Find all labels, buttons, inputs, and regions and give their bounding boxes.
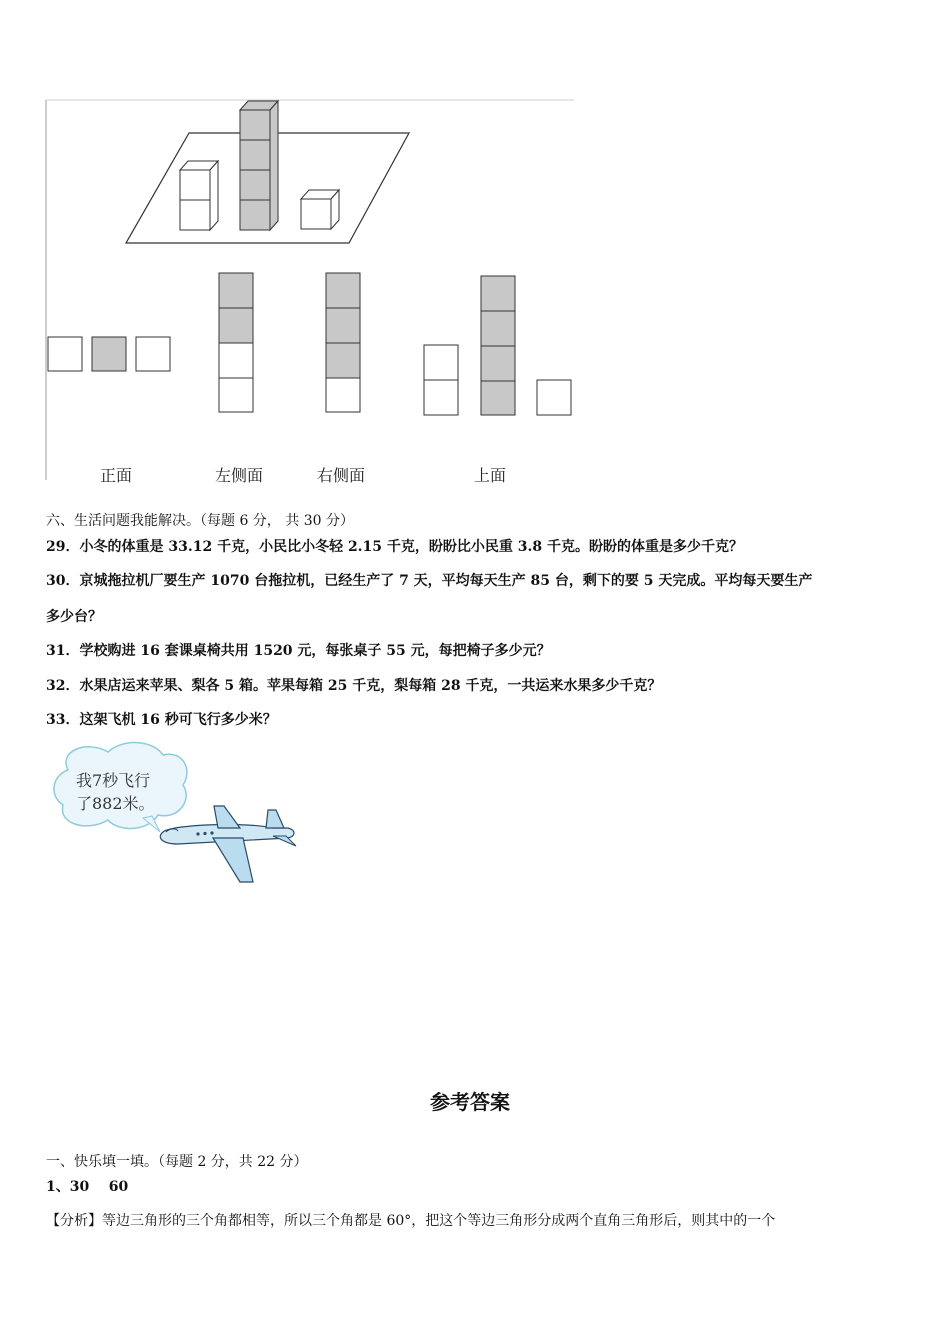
label-left-side-view: 左侧面: [215, 466, 264, 485]
question-32: 32．水果店运来苹果、梨各 5 箱。苹果每箱 25 千克，梨每箱 28 千克，一共运来水果多少千克？: [46, 678, 662, 694]
section6-heading: 六、生活问题我能解决。（每题 6 分， 共 30 分）: [46, 513, 354, 529]
label-right-side-view: 右侧面: [317, 466, 366, 485]
answers-title: 参考答案: [430, 1090, 510, 1114]
question-30-line2: 多少台？: [46, 609, 102, 625]
answers-section1-heading: 一、快乐填一填。（每题 2 分，共 22 分）: [46, 1154, 308, 1170]
question-30-line1: 30．京城拖拉机厂要生产 1070 台拖拉机，已经生产了 7 天，平均每天生产 85 台，剩下的要 5 天完成。平均每天要生产: [46, 573, 813, 589]
left-side-view: [219, 273, 253, 412]
question-29: 29．小冬的体重是 33.12 千克，小民比小冬轻 2.15 千克，盼盼比小民重 3.8 千克。盼盼的体重是多少千克？: [46, 539, 744, 555]
cube-views-figure: [44, 98, 584, 488]
plane-illustration: [48, 740, 308, 890]
right-side-view: [326, 273, 360, 412]
bubble-text-line2: 了882米。: [76, 794, 155, 813]
cube-single-right: [301, 190, 339, 229]
label-front-view: 正面: [100, 466, 133, 485]
question-31: 31．学校购进 16 套课桌椅共用 1520 元，每张桌子 55 元，每把椅子多少元？: [46, 643, 551, 659]
cube-stack-middle: [240, 101, 278, 230]
label-top-view: 上面: [474, 466, 507, 485]
airplane-icon: [160, 806, 296, 882]
cube-stack-left: [180, 161, 218, 230]
bubble-text-line1: 我7秒飞行: [76, 771, 151, 790]
top-view: [424, 276, 571, 415]
question-33: 33．这架飞机 16 秒可飞行多少米？: [46, 712, 277, 728]
front-view: [48, 337, 170, 371]
answer-analysis: 【分析】等边三角形的三个角都相等，所以三个角都是 60°，把这个等边三角形分成两个直角三角形后，则其中的一个: [46, 1213, 776, 1229]
answer-1: 1、30 60: [46, 1179, 129, 1195]
